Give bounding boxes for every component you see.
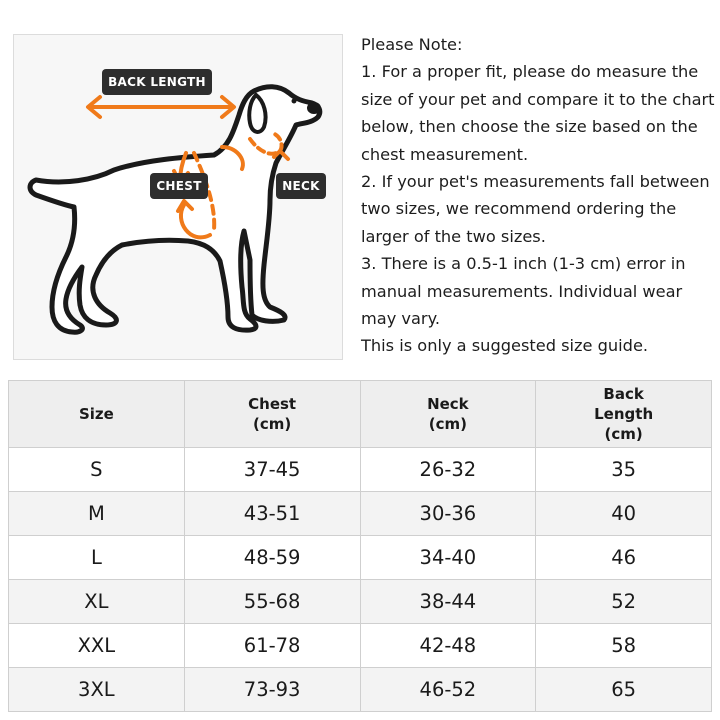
neck-cell: 26-32 xyxy=(360,448,536,492)
chest-cell: 48-59 xyxy=(184,536,360,580)
size-cell: L xyxy=(9,536,185,580)
chest-cell: 73-93 xyxy=(184,668,360,712)
table-header-row xyxy=(9,381,712,448)
dog-measurement-illustration xyxy=(13,34,343,360)
size-cell: XL xyxy=(9,580,185,624)
neck-cell: 42-48 xyxy=(360,624,536,668)
chest-cell: 37-45 xyxy=(184,448,360,492)
chest-label: CHEST xyxy=(150,173,208,199)
table-row xyxy=(9,580,712,624)
table-row xyxy=(9,492,712,536)
chest-cell: 43-51 xyxy=(184,492,360,536)
header-chest: Chest (cm) xyxy=(184,381,360,448)
back-length-cell: 52 xyxy=(536,580,712,624)
header-size: Size xyxy=(9,381,185,448)
back-length-label: BACK LENGTH xyxy=(102,69,212,95)
table-row xyxy=(9,448,712,492)
note-item-2: 2. If your pet's measurements fall between two sizes, we recommend ordering the larger of the two sizes. xyxy=(361,172,710,246)
please-note-text xyxy=(361,31,717,360)
header-back-length: Back Length (cm) xyxy=(536,381,712,448)
size-cell: M xyxy=(9,492,185,536)
size-cell: S xyxy=(9,448,185,492)
table-row xyxy=(9,536,712,580)
size-cell: 3XL xyxy=(9,668,185,712)
header-neck: Neck (cm) xyxy=(360,381,536,448)
back-length-cell: 40 xyxy=(536,492,712,536)
note-footer: This is only a suggested size guide. xyxy=(361,336,649,356)
note-item-3: 3. There is a 0.5-1 inch (1-3 cm) error in manual measurements. Individual wear may vary. xyxy=(361,254,686,329)
back-length-cell: 65 xyxy=(536,668,712,712)
neck-cell: 30-36 xyxy=(360,492,536,536)
neck-cell: 38-44 xyxy=(360,580,536,624)
back-length-cell: 35 xyxy=(536,448,712,492)
neck-cell: 46-52 xyxy=(360,668,536,712)
note-heading: Please Note: xyxy=(361,35,463,54)
neck-cell: 34-40 xyxy=(360,536,536,580)
size-cell: XXL xyxy=(9,624,185,668)
chest-cell: 55-68 xyxy=(184,580,360,624)
table-row xyxy=(9,624,712,668)
note-item-1: 1. For a proper fit, please do measure the size of your pet and compare it to the chart below, then choose the size based on the chest measurement. xyxy=(361,62,715,164)
chest-cell: 61-78 xyxy=(184,624,360,668)
back-length-cell: 46 xyxy=(536,536,712,580)
table-row xyxy=(9,668,712,712)
size-chart-table xyxy=(8,380,712,712)
back-length-cell: 58 xyxy=(536,624,712,668)
neck-label: NECK xyxy=(276,173,326,199)
